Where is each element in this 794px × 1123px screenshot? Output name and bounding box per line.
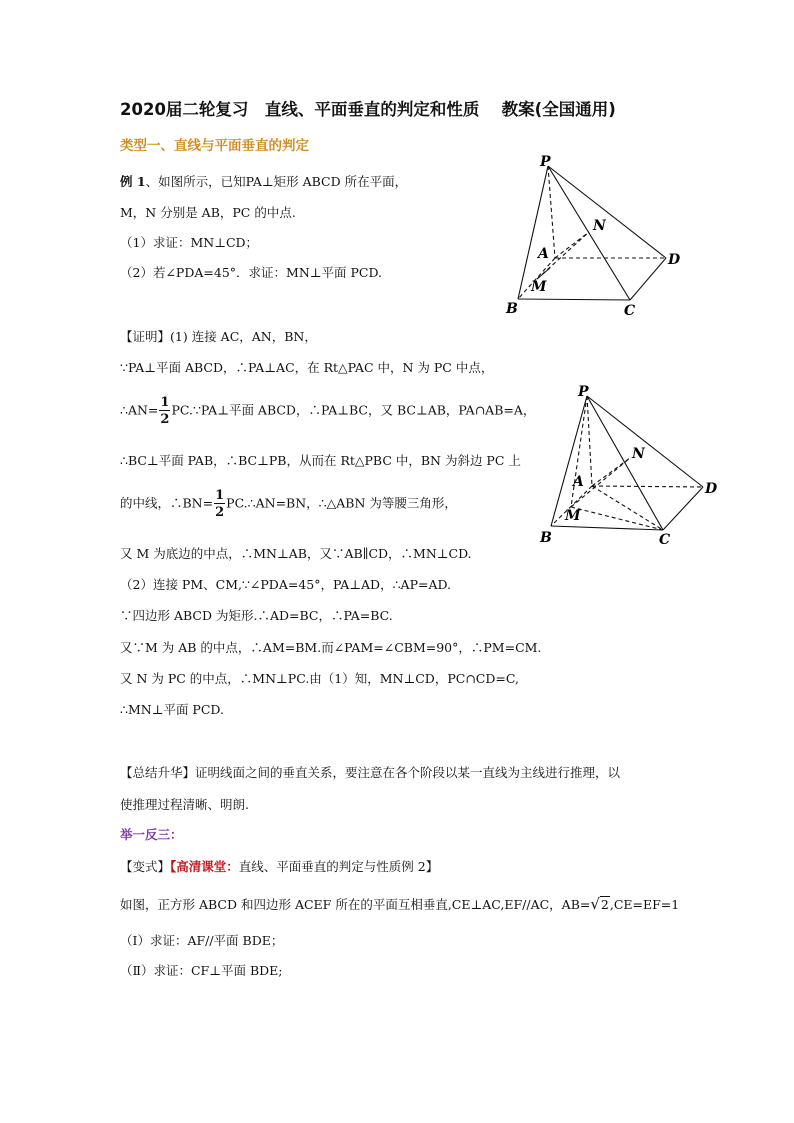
label-B: B xyxy=(506,301,518,317)
label-A: A xyxy=(538,246,549,262)
example-label: 例 1 xyxy=(120,174,146,189)
question-1: （1）求证：MN⊥CD； xyxy=(120,235,259,250)
variant-part-i: （Ⅰ）求证：AF//平面 BDE； xyxy=(120,933,284,948)
section-title: 类型一、直线与平面垂直的判定 xyxy=(120,138,309,154)
label-A-2: A xyxy=(573,474,584,490)
proof-line-7: （2）连接 PM、CM,∵∠PDA=45°，PA⊥AD，∴AP=AD. xyxy=(120,577,452,592)
sqrt-sign: √ xyxy=(590,895,600,913)
example-1-line1: 例 1、如图所示，已知PA⊥矩形 ABCD 所在平面， xyxy=(120,174,408,189)
proof-line-2: ∵PA⊥平面 ABCD，∴PA⊥AC，在 Rt△PAC 中，N 为 PC 中点， xyxy=(120,360,494,375)
variant-question: 如图，正方形 ABCD 和四边形 ACEF 所在的平面互相垂直,CE⊥AC,EF//AC，AB=√2,CE=EF=1 xyxy=(120,895,680,913)
question-2: （2）若∠PDA=45°．求证：MN⊥平面 PCD. xyxy=(120,265,383,280)
label-C: C xyxy=(624,303,636,319)
proof-line-6: 又 M 为底边的中点，∴MN⊥AB，又∵AB∥CD，∴MN⊥CD. xyxy=(120,546,472,561)
proof-line-1: 【证明】(1) 连接 AC，AN，BN， xyxy=(120,329,317,344)
summary-line-2: 使推理过程清晰、明朗. xyxy=(120,797,249,812)
variant-line: 【变式】【高清课堂：直线、平面垂直的判定与性质例 2】 xyxy=(120,859,439,874)
pyramid-figure-1 xyxy=(500,150,700,320)
pyramid-figure-2 xyxy=(535,380,730,550)
label-B-2: B xyxy=(540,530,552,546)
hd-class-link[interactable]: 【高清课堂： xyxy=(170,859,239,874)
page-title: 2020届二轮复习 直线、平面垂直的判定和性质 教案(全国通用) xyxy=(120,100,616,119)
label-N-2: N xyxy=(632,446,645,462)
proof-line-10: 又 N 为 PC 的中点，∴MN⊥PC.由（1）知，MN⊥CD，PC∩CD=C, xyxy=(120,671,519,686)
label-M: M xyxy=(531,279,547,295)
proof-line-3: ∴AN= $\frac{1}{2}$ PC.∵PA⊥平面 ABCD，∴PA⊥BC，又 BC⊥AB，PA∩AB=A， xyxy=(120,395,536,427)
proof-line-5: 的中线，∴BN= $\frac{1}{2}$ PC.∴AN=BN，∴△ABN 为等腰三角形， xyxy=(120,488,457,520)
label-C-2: C xyxy=(659,532,671,548)
label-M-2: M xyxy=(565,508,581,524)
fraction-half-2: $\frac{1}{2}$ xyxy=(215,488,225,520)
proof-line-4: ∴BC⊥平面 PAB，∴BC⊥PB，从而在 Rt△PBC 中，BN 为斜边 PC 上 xyxy=(120,453,521,468)
summary-line-1: 【总结升华】证明线面之间的垂直关系，要注意在各个阶段以某一直线为主线进行推理，以 xyxy=(120,765,621,780)
fraction-half: $\frac{1}{2}$ xyxy=(160,395,170,427)
variant-part-ii: （Ⅱ）求证：CF⊥平面 BDE; xyxy=(120,963,283,978)
proof-line-11: ∴MN⊥平面 PCD. xyxy=(120,702,224,717)
proof-line-9: 又∵M 为 AB 的中点，∴AM=BM.而∠PAM=∠CBM=90°，∴PM=CM. xyxy=(120,640,542,655)
label-D-2: D xyxy=(705,481,718,497)
practice-heading: 举一反三： xyxy=(120,827,183,842)
label-N: N xyxy=(593,218,606,234)
label-P-2: P xyxy=(578,384,589,400)
label-D: D xyxy=(668,252,681,268)
sqrt-radicand: 2 xyxy=(600,897,609,912)
label-P: P xyxy=(540,154,551,170)
example-1-line2: M，N 分别是 AB，PC 的中点. xyxy=(120,205,296,220)
proof-line-8: ∵四边形 ABCD 为矩形.∴AD=BC，∴PA=BC. xyxy=(120,608,393,623)
